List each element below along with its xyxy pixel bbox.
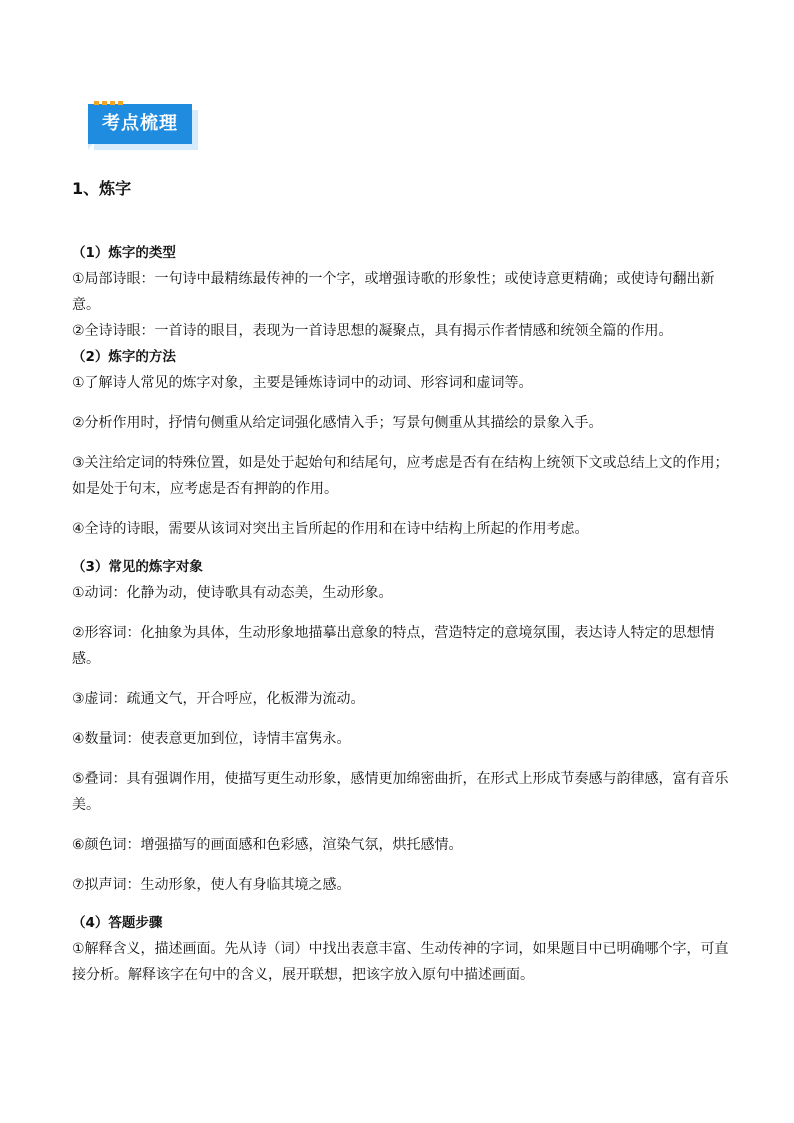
paragraph: ③虚词：疏通文气，开合呼应，化板滞为流动。 xyxy=(72,691,365,707)
subsection-title-objects: （3）常见的炼字对象 xyxy=(72,559,203,575)
paragraph: ②全诗诗眼：一首诗的眼目，表现为一首诗思想的凝聚点，具有揭示作者情感和统领全篇的作用。 xyxy=(72,323,673,339)
paragraph: ①解释含义，描述画面。先从诗（词）中找出表意丰富、生动传神的字词，如果题目中已明确哪个字，可直接分析。解释该字在句中的含义，展开联想，把该字放入原句中描述画面。 xyxy=(72,941,729,983)
document-body xyxy=(72,176,732,988)
paragraph: ③关注给定词的特殊位置，如是处于起始句和结尾句，应考虑是否有在结构上统领下文或总结上文的作用；如是处于句末，应考虑是否有押韵的作用。 xyxy=(72,455,729,497)
section-title: 1、炼字 xyxy=(72,179,132,198)
paragraph: ⑦拟声词：生动形象，使人有身临其境之感。 xyxy=(72,877,351,893)
paragraph: ②形容词：化抽象为具体，生动形象地描摹出意象的特点，营造特定的意境氛围，表达诗人特定的思想情感。 xyxy=(72,625,715,667)
badge-label: 考点梳理 xyxy=(88,104,192,144)
paragraph: ⑤叠词：具有强调作用，使描写更生动形象，感情更加绵密曲折，在形式上形成节奏感与韵律感，富有音乐美。 xyxy=(72,771,729,813)
section-badge xyxy=(88,104,198,150)
subsection-title-steps: （4）答题步骤 xyxy=(72,915,163,931)
paragraph: ④全诗的诗眼，需要从该词对突出主旨所起的作用和在诗中结构上所起的作用考虑。 xyxy=(72,521,589,537)
paragraph: ②分析作用时，抒情句侧重从给定词强化感情入手；写景句侧重从其描绘的景象入手。 xyxy=(72,415,603,431)
subsection-title-methods: （2）炼字的方法 xyxy=(72,349,176,365)
subsection-title-types: （1）炼字的类型 xyxy=(72,245,176,261)
paragraph: ④数量词：使表意更加到位，诗情丰富隽永。 xyxy=(72,731,351,747)
paragraph: ①了解诗人常见的炼字对象，主要是锤炼诗词中的动词、形容词和虚词等。 xyxy=(72,375,533,391)
paragraph: ①局部诗眼：一句诗中最精练最传神的一个字，或增强诗歌的形象性；或使诗意更精确；或使诗句翻出新意。 xyxy=(72,271,715,313)
paragraph: ⑥颜色词：增强描写的画面感和色彩感，渲染气氛，烘托感情。 xyxy=(72,837,463,853)
paragraph: ①动词：化静为动，使诗歌具有动态美，生动形象。 xyxy=(72,585,393,601)
badge-dots-decoration xyxy=(94,101,124,105)
